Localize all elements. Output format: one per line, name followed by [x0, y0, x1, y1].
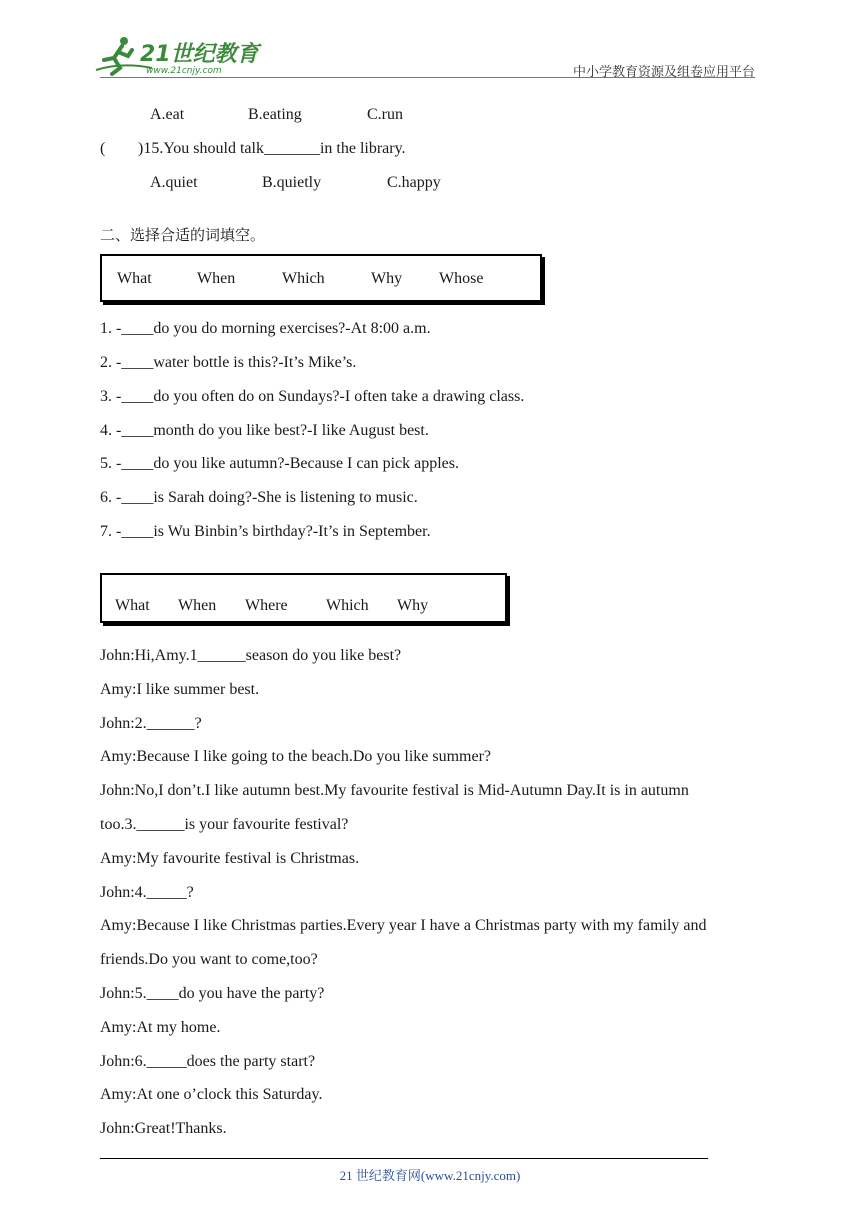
- dialogue-line: Amy:My favourite festival is Christmas.: [100, 850, 360, 867]
- word-bank-box-1: [100, 254, 542, 302]
- word-bank-item: What: [115, 597, 150, 614]
- footer-divider: [100, 1158, 708, 1159]
- word-bank-box-2: [100, 573, 507, 623]
- q14-option-c: C.run: [367, 106, 403, 123]
- exercise-item: 6. -____is Sarah doing?-She is listening to music.: [100, 489, 418, 506]
- dialogue-line: too.3.______is your favourite festival?: [100, 816, 349, 833]
- word-bank-item: Which: [282, 270, 325, 287]
- dialogue-line: John:Great!Thanks.: [100, 1120, 227, 1137]
- dialogue-line: Amy:Because I like Christmas parties.Every year I have a Christmas party with my family and: [100, 917, 707, 934]
- word-bank-item: When: [178, 597, 217, 614]
- runner-logo-icon: [92, 34, 262, 78]
- exercise-item: 2. -____water bottle is this?-It’s Mike’s.: [100, 354, 357, 371]
- exercise-item: 3. -____do you often do on Sundays?-I often take a drawing class.: [100, 388, 525, 405]
- q15-option-a: A.quiet: [150, 174, 198, 191]
- dialogue-line: John:Hi,Amy.1______season do you like best?: [100, 647, 402, 664]
- dialogue-line: John:5.____do you have the party?: [100, 985, 325, 1002]
- section-title: 二、选择合适的词填空。: [100, 226, 266, 244]
- word-bank-item: Why: [371, 270, 403, 287]
- svg-text:www.21cnjy.com: www.21cnjy.com: [146, 66, 222, 76]
- exercise-item: 7. -____is Wu Binbin’s birthday?-It’s in September.: [100, 523, 431, 540]
- exercise-item: 4. -____month do you like best?-I like August best.: [100, 422, 429, 439]
- svg-text:21世纪教育: 21世纪教育: [140, 42, 259, 67]
- word-bank-item: Where: [245, 597, 288, 614]
- dialogue-line: John:No,I don’t.I like autumn best.My favourite festival is Mid-Autumn Day.It is in autumn: [100, 782, 689, 799]
- header-platform-text: 中小学教育资源及组卷应用平台: [572, 65, 755, 80]
- q15-answer-paren: (: [100, 140, 106, 157]
- header-divider: [100, 77, 755, 78]
- q14-option-a: A.eat: [150, 106, 185, 123]
- word-bank-item: Whose: [439, 270, 484, 287]
- dialogue-line: John:2.______?: [100, 715, 202, 732]
- exercise-item: 5. -____do you like autumn?-Because I can pick apples.: [100, 455, 459, 472]
- dialogue-line: Amy:At one o’clock this Saturday.: [100, 1086, 323, 1103]
- q14-option-b: B.eating: [248, 106, 302, 123]
- exercise-item: 1. -____do you do morning exercises?-At 8:00 a.m.: [100, 320, 431, 337]
- word-bank-item: Which: [326, 597, 369, 614]
- word-bank-item: Why: [397, 597, 429, 614]
- dialogue-line: friends.Do you want to come,too?: [100, 951, 318, 968]
- word-bank-item: When: [197, 270, 236, 287]
- q15-option-b: B.quietly: [262, 174, 322, 191]
- dialogue-line: Amy:At my home.: [100, 1019, 221, 1036]
- footer-link[interactable]: 21 世纪教育网(www.21cnjy.com): [339, 1168, 521, 1183]
- dialogue-line: John:6._____does the party start?: [100, 1053, 316, 1070]
- q15-option-c: C.happy: [387, 174, 441, 191]
- dialogue-line: John:4._____?: [100, 884, 194, 901]
- site-logo: [92, 34, 262, 78]
- dialogue-line: Amy:I like summer best.: [100, 681, 260, 698]
- word-bank-item: What: [117, 270, 152, 287]
- dialogue-line: Amy:Because I like going to the beach.Do you like summer?: [100, 748, 492, 765]
- q15-question: )15.You should talk_______in the library.: [138, 140, 406, 157]
